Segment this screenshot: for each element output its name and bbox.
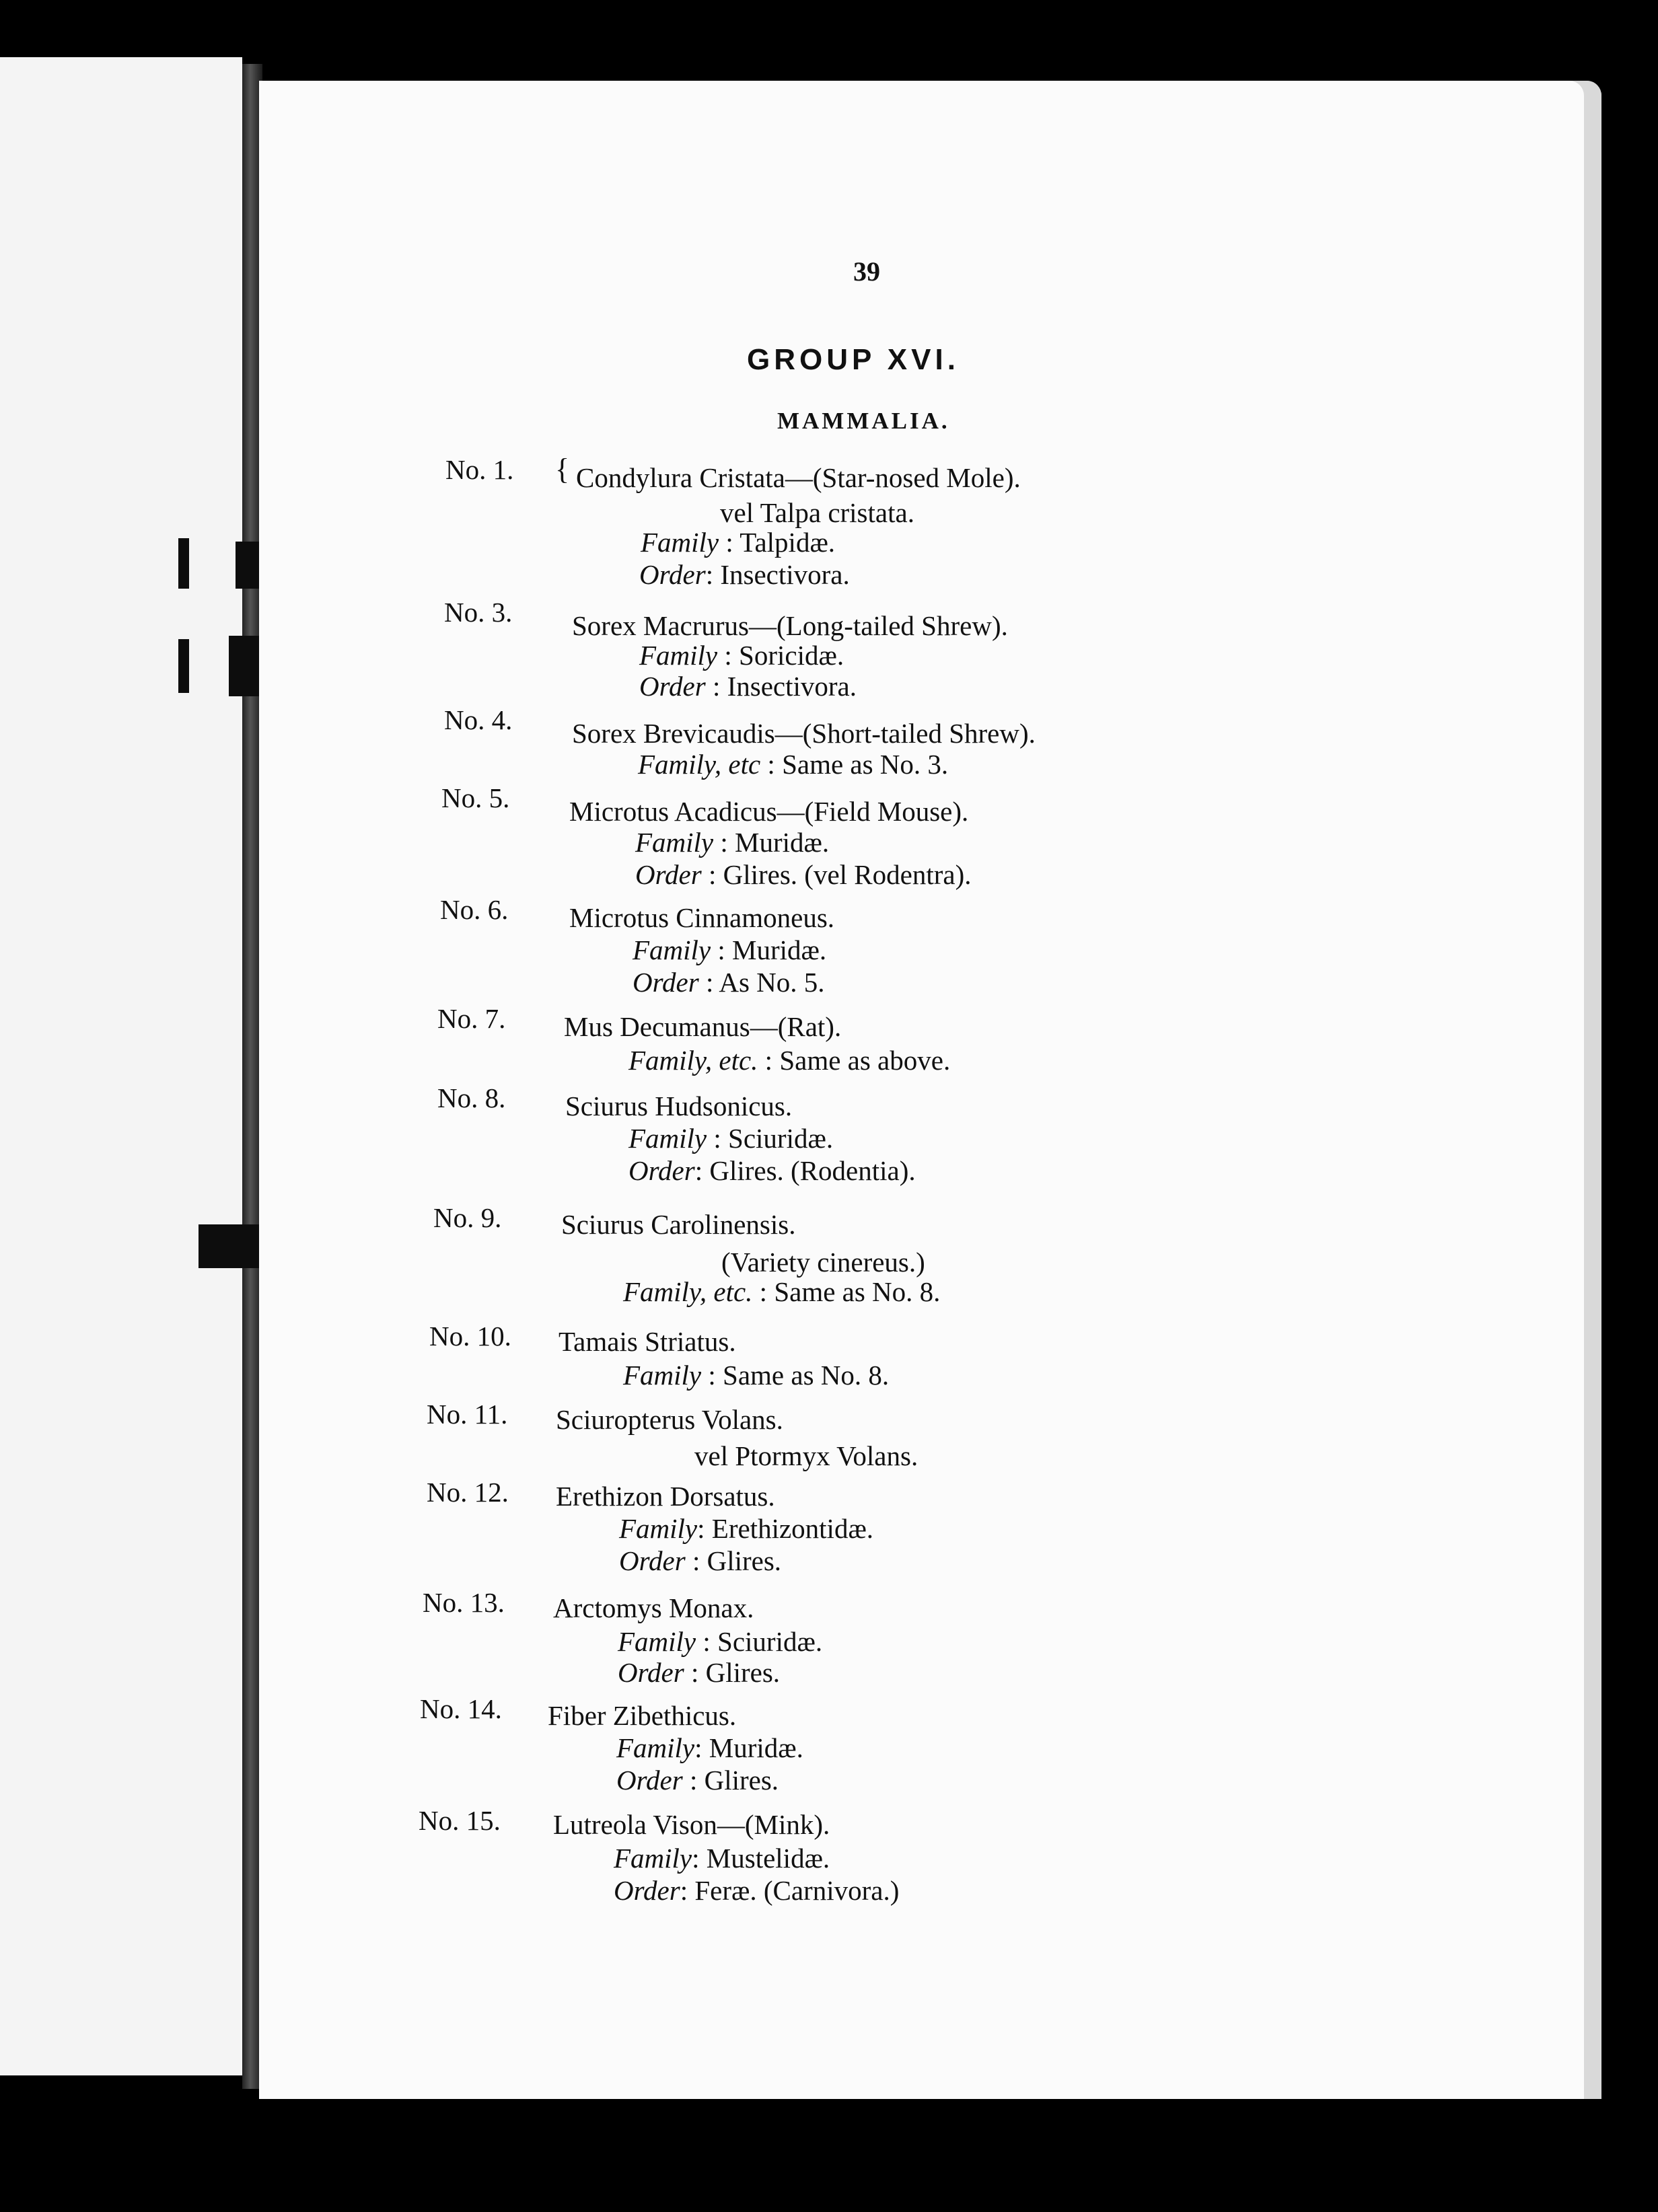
family-value: : Erethizontidæ.	[697, 1513, 874, 1544]
binding-clip	[199, 1224, 266, 1268]
family-label: Family	[618, 1626, 696, 1657]
entry-number: No. 13.	[423, 1587, 505, 1618]
entry-number: No. 8.	[437, 1082, 506, 1113]
family-value: : Same as above.	[764, 1045, 951, 1076]
binding-clip	[178, 639, 189, 693]
entry-extra: vel Talpa cristata.	[720, 497, 914, 528]
entry-family-row	[628, 1047, 950, 1074]
group-title: GROUP XVI.	[747, 343, 960, 376]
entry-family-row	[628, 1125, 833, 1152]
entry-family-row	[633, 936, 826, 964]
order-value: : Insectivora.	[712, 671, 857, 702]
order-label: Order	[628, 1155, 695, 1186]
family-label: Family	[619, 1513, 698, 1544]
family-label: Family, etc.	[628, 1045, 758, 1076]
left-page-edge	[0, 57, 242, 2075]
entry-family-row	[623, 1278, 940, 1306]
entry-family-row	[623, 1362, 889, 1389]
entry-name: Condylura Cristata—(Star-nosed Mole).	[576, 462, 1021, 493]
family-value: : Same as No. 8.	[759, 1276, 941, 1307]
family-label: Family	[623, 1360, 702, 1391]
family-label: Family	[633, 934, 711, 965]
entry-number: No. 6.	[440, 894, 509, 925]
entry-number: No. 1.	[445, 454, 514, 485]
family-value: : Same as No. 3.	[767, 749, 949, 780]
order-value: : Glires.	[689, 1765, 779, 1796]
entry-name: Microtus Acadicus—(Field Mouse).	[569, 796, 969, 827]
entry-family-row	[619, 1515, 873, 1543]
family-label: Family	[616, 1732, 695, 1763]
family-label: Family, etc.	[623, 1276, 753, 1307]
family-value: : Sciuridæ.	[702, 1626, 823, 1657]
class-title: MAMMALIA.	[777, 408, 950, 434]
entry-order-row	[618, 1659, 780, 1687]
entry-number: No. 12.	[427, 1477, 509, 1508]
entry-number: No. 7.	[437, 1003, 506, 1034]
entry-number: No. 11.	[427, 1399, 508, 1430]
brace: {	[555, 453, 570, 486]
entry-extra: vel Ptormyx Volans.	[694, 1440, 918, 1471]
family-label: Family	[639, 640, 718, 671]
family-value: : Same as No. 8.	[708, 1360, 890, 1391]
entry-order-row	[614, 1877, 899, 1905]
entry-family-row	[639, 642, 844, 669]
order-label: Order	[639, 671, 706, 702]
entry-name: Sorex Brevicaudis—(Short-tailed Shrew).	[572, 718, 1036, 749]
entry-family-row	[618, 1628, 822, 1656]
order-label: Order	[639, 559, 706, 590]
family-value: : Mustelidæ.	[692, 1843, 830, 1874]
order-value: : Feræ. (Carnivora.)	[680, 1875, 900, 1906]
order-value: : Insectivora.	[705, 559, 850, 590]
family-label: Family	[635, 827, 714, 858]
entry-name: Microtus Cinnamoneus.	[569, 902, 835, 933]
page-number: 39	[853, 256, 880, 287]
order-label: Order	[618, 1657, 684, 1688]
order-label: Order	[616, 1765, 683, 1796]
entry-family-row	[635, 829, 829, 856]
entry-order-row	[619, 1547, 781, 1575]
entry-number: No. 10.	[429, 1321, 511, 1352]
entry-name: Fiber Zibethicus.	[548, 1700, 737, 1731]
entry-name: Sciuropterus Volans.	[556, 1404, 783, 1435]
entry-order-row	[639, 561, 850, 589]
family-value: : Sciuridæ.	[713, 1123, 834, 1154]
family-label: Family	[614, 1843, 692, 1874]
entry-number: No. 9.	[433, 1202, 502, 1233]
entry-number: No. 15.	[419, 1805, 501, 1836]
order-label: Order	[619, 1545, 686, 1576]
entry-name: Sciurus Hudsonicus.	[565, 1091, 793, 1121]
binding-clip	[178, 538, 189, 589]
order-value: : Glires. (vel Rodentra).	[708, 859, 972, 890]
family-value: : Soricidæ.	[724, 640, 844, 671]
entry-family-row	[641, 529, 835, 556]
entry-number: No. 4.	[444, 704, 513, 735]
family-value: : Talpidæ.	[725, 527, 836, 558]
entry-number: No. 5.	[441, 782, 510, 813]
entry-family-row	[638, 751, 948, 778]
entry-name: Sciurus Carolinensis.	[561, 1209, 796, 1240]
entry-name: Sorex Macrurus—(Long-tailed Shrew).	[572, 610, 1008, 641]
entry-name: Mus Decumanus—(Rat).	[564, 1011, 842, 1042]
family-value: : Muridæ.	[717, 934, 827, 965]
entry-order-row	[635, 861, 971, 889]
order-value: : As No. 5.	[705, 967, 825, 998]
family-label: Family	[641, 527, 719, 558]
family-label: Family	[628, 1123, 707, 1154]
family-value: : Muridæ.	[720, 827, 830, 858]
entry-name: Lutreola Vison—(Mink).	[553, 1809, 830, 1840]
order-value: : Glires. (Rodentia).	[694, 1155, 916, 1186]
entry-family-row	[614, 1845, 830, 1872]
order-value: : Glires.	[692, 1545, 782, 1576]
entry-name: Erethizon Dorsatus.	[556, 1481, 775, 1512]
entry-number: No. 3.	[444, 597, 513, 628]
entry-order-row	[616, 1767, 779, 1794]
order-label: Order	[633, 967, 699, 998]
order-label: Order	[635, 859, 702, 890]
order-label: Order	[614, 1875, 680, 1906]
family-label: Family, etc	[638, 749, 761, 780]
entry-family-row	[616, 1734, 803, 1762]
order-value: : Glires.	[690, 1657, 781, 1688]
entry-name: Tamais Striatus.	[558, 1326, 736, 1357]
entry-number: No. 14.	[420, 1693, 502, 1724]
entry-extra: (Variety cinereus.)	[721, 1247, 925, 1278]
entry-name: Arctomys Monax.	[553, 1592, 754, 1623]
entry-order-row	[633, 969, 825, 996]
entry-order-row	[639, 673, 857, 700]
family-value: : Muridæ.	[694, 1732, 803, 1763]
entry-order-row	[628, 1157, 916, 1185]
